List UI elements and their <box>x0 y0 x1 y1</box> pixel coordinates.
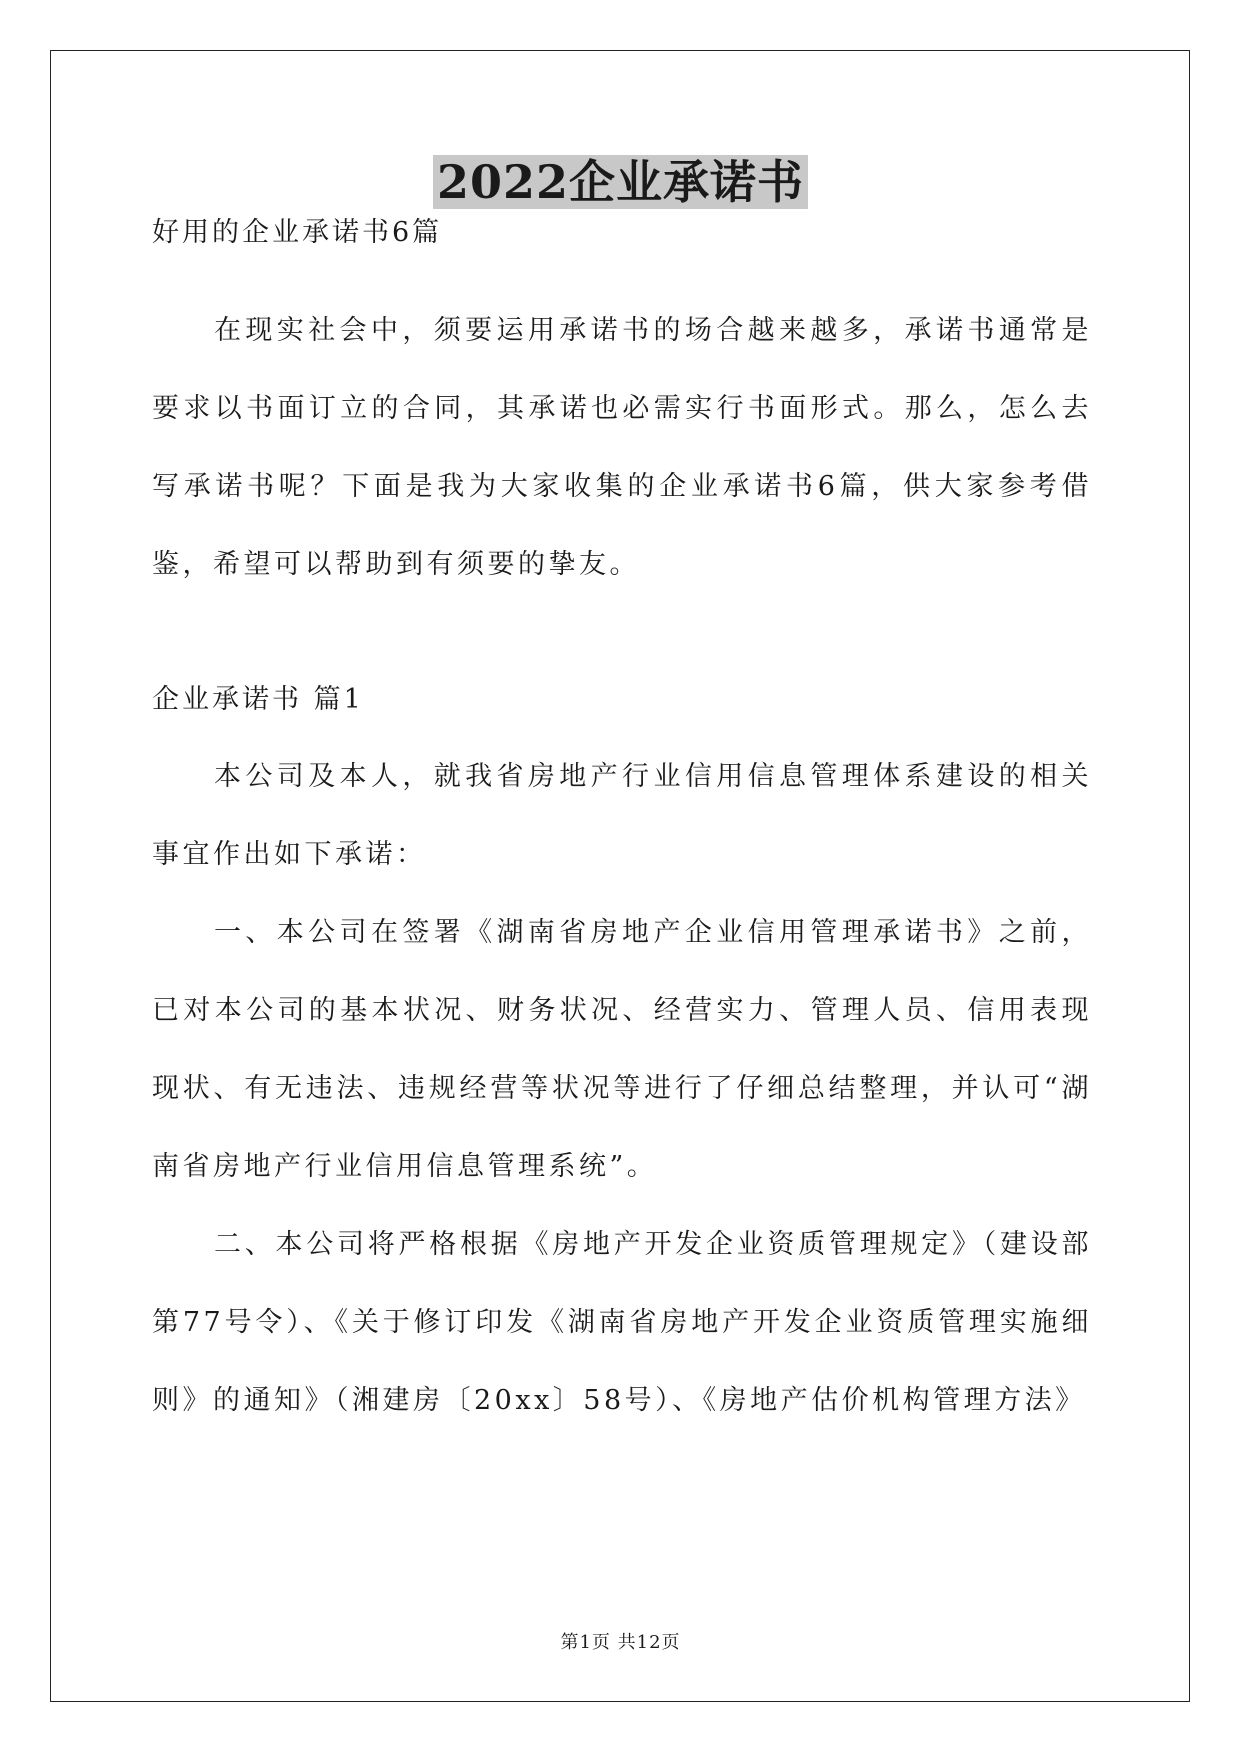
document-title <box>0 152 1241 212</box>
intro-block <box>152 292 1092 604</box>
intro-paragraph: 在现实社会中，须要运用承诺书的场合越来越多，承诺书通常是要求以书面订立的合同，其承诺也必需实行书面形式。那么，怎么去写承诺书呢？下面是我为大家收集的企业承诺书6篇，供大家参考借鉴，希望可以帮助到有须要的挚友。 <box>152 315 1092 580</box>
document-title-text: 2022企业承诺书 <box>433 155 808 209</box>
body-paragraph-3: 二、本公司将严格根据《房地产开发企业资质管理规定》（建设部第77号令）、《关于修订印发《湖南省房地产开发企业资质管理实施细则》的通知》（湘建房〔20xx〕58号）、《房地产估价机构管理方法》 <box>152 1229 1092 1416</box>
body-paragraph-1: 本公司及本人，就我省房地产行业信用信息管理体系建设的相关事宜作出如下承诺： <box>152 761 1092 870</box>
body-paragraph-2: 一、本公司在签署《湖南省房地产企业信用管理承诺书》之前，已对本公司的基本状况、财务状况、经营实力、管理人员、信用表现现状、有无违法、违规经营等状况等进行了仔细总结整理，并认可“湖南省房地产行业信用信息管理系统”。 <box>152 917 1092 1182</box>
document-subtitle: 好用的企业承诺书6篇 <box>152 217 443 248</box>
section-body <box>152 738 1092 1440</box>
section-heading: 企业承诺书 篇1 <box>152 684 364 715</box>
page-number-footer: 第1页 共12页 <box>560 1632 681 1653</box>
